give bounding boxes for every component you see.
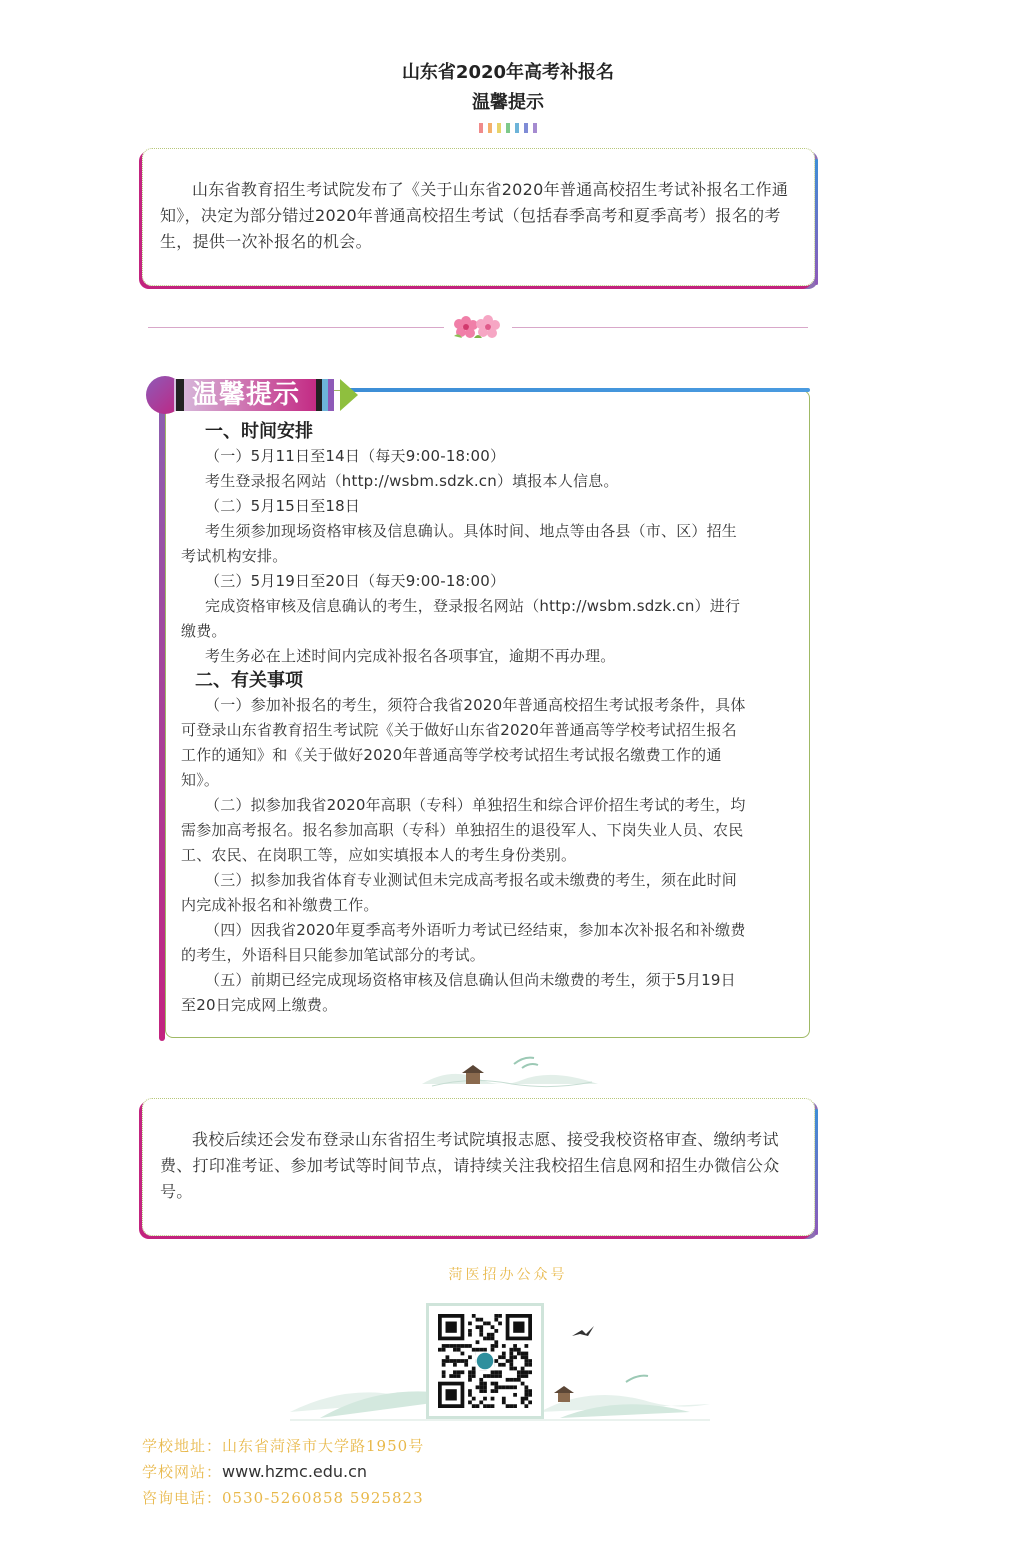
matter-item-1: 工作的通知》和《关于做好2020年普通高等学校考试招生考试报名缴费工作的通: [181, 746, 722, 764]
pavilion-landscape-icon: [422, 1052, 598, 1088]
schedule-note: 考生务必在上述时间内完成补报名各项事宜，逾期不再办理。: [205, 647, 616, 665]
matter-item-3: （三）拟参加我省体育专业测试但未完成高考报名或未缴费的考生，须在此时间: [205, 871, 738, 889]
tips-content: [181, 420, 796, 1018]
section-title-matters: 二、有关事项: [195, 670, 303, 691]
phone-row: [142, 1488, 424, 1508]
flower-divider: [148, 312, 808, 342]
matter-item-4: 的考生，外语科目只能参加笔试部分的考试。: [181, 946, 486, 964]
page-subtitle: 温馨提示: [472, 92, 544, 113]
qr-code-icon: [437, 1314, 533, 1408]
divider-line-right: [512, 327, 808, 328]
qr-title: 菏医招办公众号: [448, 1267, 568, 1283]
address-value: 山东省菏泽市大学路1950号: [222, 1437, 425, 1455]
matter-item-5: （五）前期已经完成现场资格审核及信息确认但尚未缴费的考生，须于5月19日: [205, 971, 736, 989]
color-dot: [506, 123, 510, 133]
matter-item-2: 需参加高考报名。报名参加高职（专科）单独招生的退役军人、下岗失业人员、农民: [181, 821, 744, 839]
flower-icon: [452, 312, 504, 342]
outro-card: [142, 1098, 815, 1236]
website-link[interactable]: www.hzmc.edu.cn: [222, 1462, 368, 1481]
matter-item-2: 工、农民、在岗职工等，应如实填报本人的考生身份类别。: [181, 846, 577, 864]
tips-banner: [146, 376, 361, 414]
color-dot: [533, 123, 537, 133]
outro-text: 我校后续还会发布登录山东省招生考试院填报志愿、接受我校资格审查、缴纳考试费、打印准考证、参加考试等时间节点，请持续关注我校招生信息网和招生办微信公众号。: [160, 1130, 780, 1201]
address-row: [142, 1436, 424, 1456]
intro-card: [142, 148, 815, 286]
schedule-text: 考生须参加现场资格审核及信息确认。具体时间、地点等由各县（市、区）招生: [205, 522, 738, 540]
website-row: [142, 1462, 367, 1482]
matter-item-5: 至20日完成网上缴费。: [181, 996, 338, 1014]
address-label: 学校地址：: [142, 1437, 223, 1455]
page-title: 山东省2020年高考补报名: [401, 62, 615, 83]
color-dot: [524, 123, 528, 133]
color-dot: [497, 123, 501, 133]
schedule-text: 考生登录报名网站（http://wsbm.sdzk.cn）填报本人信息。: [205, 472, 619, 490]
schedule-item-1: （一）5月11日至14日（每天9:00-18:00）: [205, 447, 506, 465]
phone-label: 咨询电话：: [142, 1489, 223, 1507]
matter-item-1: 知》。: [181, 771, 220, 789]
matter-item-1: 可登录山东省教育招生考试院《关于做好山东省2020年普通高等学校考试招生报名: [181, 721, 737, 739]
schedule-text: 完成资格审核及信息确认的考生，登录报名网站（http://wsbm.sdzk.cn）进行: [205, 597, 741, 615]
website-label: 学校网站：: [142, 1463, 223, 1481]
matter-item-3: 内完成补报名和补缴费工作。: [181, 896, 379, 914]
divider-line-left: [148, 327, 444, 328]
color-dot: [515, 123, 519, 133]
matter-item-2: （二）拟参加我省2020年高职（专科）单独招生和综合评价招生考试的考生，均: [205, 796, 746, 814]
schedule-item-2: （二）5月15日至18日: [205, 497, 361, 515]
color-dot: [488, 123, 492, 133]
schedule-item-3: （三）5月19日至20日（每天9:00-18:00）: [205, 572, 506, 590]
tips-banner-label: 温馨提示: [192, 380, 301, 410]
qr-code[interactable]: [426, 1303, 544, 1419]
intro-text: 山东省教育招生考试院发布了《关于山东省2020年普通高校招生考试补报名工作通知》，决定为部分错过2020年普通高校招生考试（包括春季高考和夏季高考）报名的考生，提供一次补报名的机会。: [160, 180, 789, 251]
schedule-text: 考试机构安排。: [181, 547, 288, 565]
matter-item-4: （四）因我省2020年夏季高考外语听力考试已经结束，参加本次补报名和补缴费: [205, 921, 746, 939]
section-title-schedule: 一、时间安排: [205, 421, 313, 442]
color-dots: [0, 123, 1016, 133]
phone-value: 0530-5260858 5925823: [222, 1489, 424, 1507]
color-dot: [479, 123, 483, 133]
matter-item-1: （一）参加补报名的考生，须符合我省2020年普通高校招生考试报考条件，具体: [205, 696, 746, 714]
schedule-text: 缴费。: [181, 622, 227, 640]
